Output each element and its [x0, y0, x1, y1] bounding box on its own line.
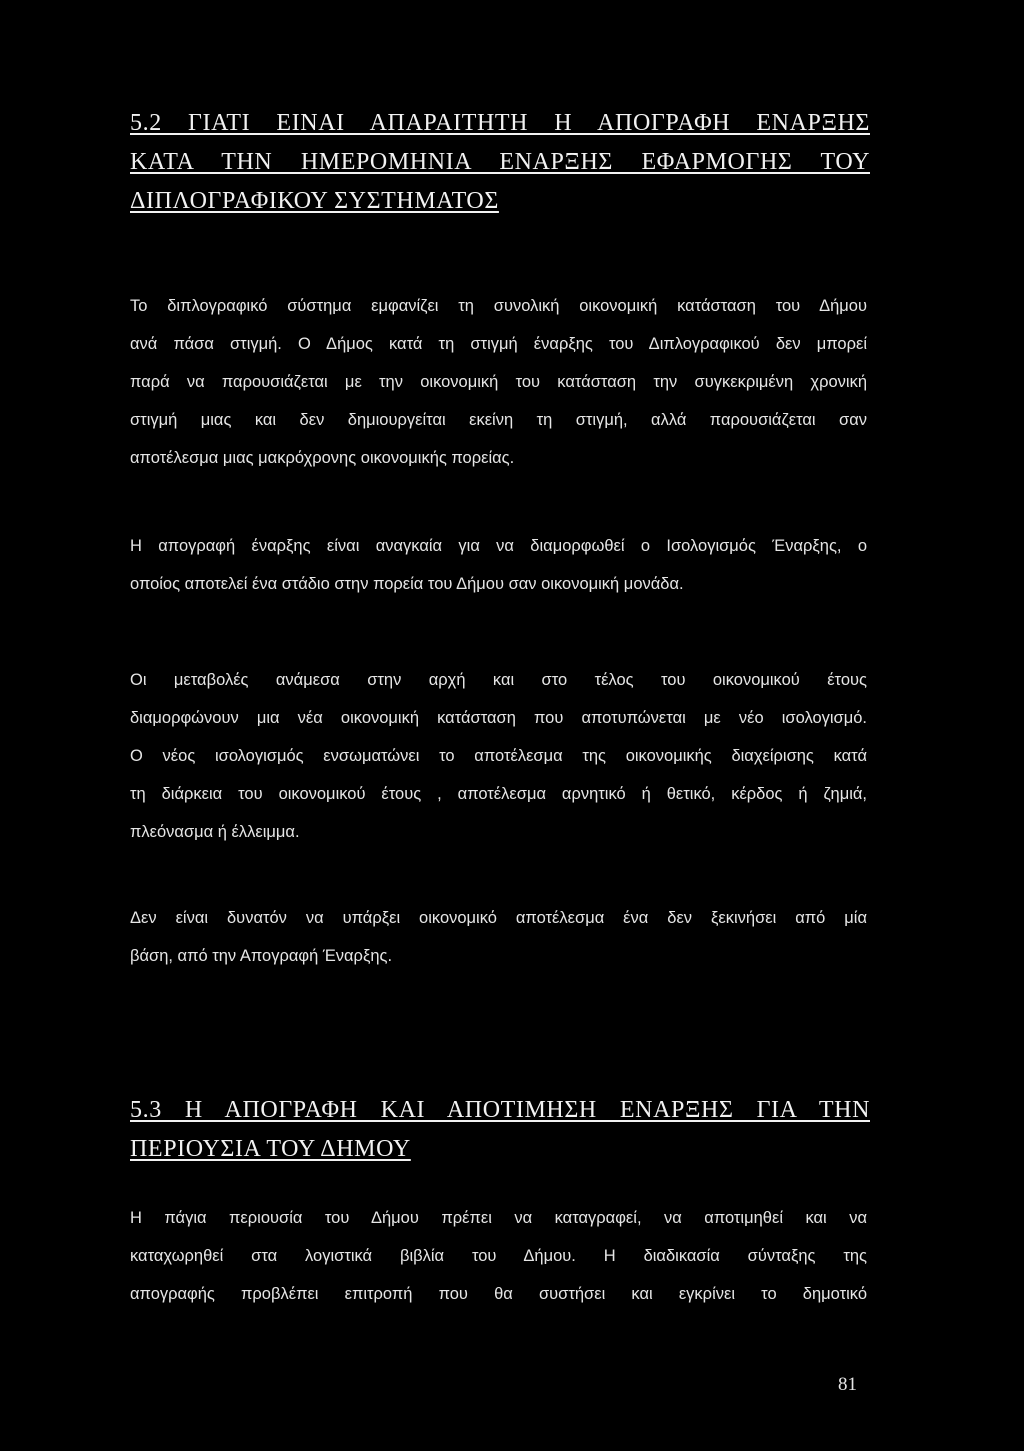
text-line: τη διάρκεια του οικονομικού έτους , αποτέλεσμα αρνητικό ή θετικό, κέρδος ή ζημιά,: [130, 785, 867, 803]
text-line: ανά πάσα στιγμή. Ο Δήμος κατά τη στιγμή έναρξης του Διπλογραφικού δεν μπορεί: [130, 335, 867, 353]
section-heading-5-2: [130, 104, 870, 221]
text-line: οποίος αποτελεί ένα στάδιο στην πορεία του Δήμου σαν οικονομική μονάδα.: [130, 575, 684, 593]
section-heading-5-3: [130, 1091, 870, 1169]
text-line: Δεν είναι δυνατόν να υπάρξει οικονομικό αποτέλεσμα ένα δεν ξεκινήσει από μία: [130, 909, 867, 927]
text-line: Η απογραφή έναρξης είναι αναγκαία για να διαμορφωθεί ο Ισολογισμός Έναρξης, ο: [130, 537, 867, 555]
text-line: βάση, από την Απογραφή Έναρξης.: [130, 947, 393, 965]
paragraph-opening-inventory: [130, 527, 867, 603]
text-line: απογραφής προβλέπει επιτροπή που θα συστήσει και εγκρίνει το δημοτικό: [130, 1285, 867, 1303]
paragraph-financial-result: [130, 899, 867, 975]
heading-line: ΠΕΡΙΟΥΣΙΑ ΤΟΥ ΔΗΜΟΥ: [130, 1136, 411, 1162]
text-line: καταχωρηθεί στα λογιστικά βιβλία του Δήμου. Η διαδικασία σύνταξης της: [130, 1247, 867, 1265]
text-line: Η πάγια περιουσία του Δήμου πρέπει να καταγραφεί, να αποτιμηθεί και να: [130, 1209, 867, 1227]
heading-line: ΚΑΤΑ ΤΗΝ ΗΜΕΡΟΜΗΝΙΑ ΕΝΑΡΞΗΣ ΕΦΑΡΜΟΓΗΣ ΤΟΥ: [130, 149, 870, 175]
paragraph-balance-changes: [130, 661, 867, 851]
heading-line: 5.2 ΓΙΑΤΙ ΕΙΝΑΙ ΑΠΑΡΑΙΤΗΤΗ Η ΑΠΟΓΡΑΦΗ ΕΝΑΡΞΗΣ: [130, 110, 870, 136]
text-line: αποτέλεσμα μιας μακρόχρονης οικονομικής πορείας.: [130, 449, 515, 467]
text-line: διαμορφώνουν μια νέα οικονομική κατάσταση που αποτυπώνεται με νέο ισολογισμό.: [130, 709, 867, 727]
paragraph-fixed-assets: [130, 1199, 867, 1313]
text-line: παρά να παρουσιάζεται με την οικονομική του κατάσταση την συγκεκριμένη χρονική: [130, 373, 867, 391]
page-number: 81: [838, 1374, 857, 1395]
text-line: Το διπλογραφικό σύστημα εμφανίζει τη συνολική οικονομική κατάσταση του Δήμου: [130, 297, 867, 315]
heading-line: 5.3 Η ΑΠΟΓΡΑΦΗ ΚΑΙ ΑΠΟΤΙΜΗΣΗ ΕΝΑΡΞΗΣ ΓΙΑ ΤΗΝ: [130, 1097, 870, 1123]
heading-line: ΔΙΠΛΟΓΡΑΦΙΚΟΥ ΣΥΣΤΗΜΑΤΟΣ: [130, 188, 499, 214]
text-line: πλεόνασμα ή έλλειμμα.: [130, 823, 300, 841]
paragraph-digital-system: [130, 287, 867, 477]
text-line: Οι μεταβολές ανάμεσα στην αρχή και στο τέλος του οικονομικού έτους: [130, 671, 867, 689]
text-line: στιγμή μιας και δεν δημιουργείται εκείνη τη στιγμή, αλλά παρουσιάζεται σαν: [130, 411, 867, 429]
text-line: Ο νέος ισολογισμός ενσωματώνει το αποτέλεσμα της οικονομικής διαχείρισης κατά: [130, 747, 867, 765]
